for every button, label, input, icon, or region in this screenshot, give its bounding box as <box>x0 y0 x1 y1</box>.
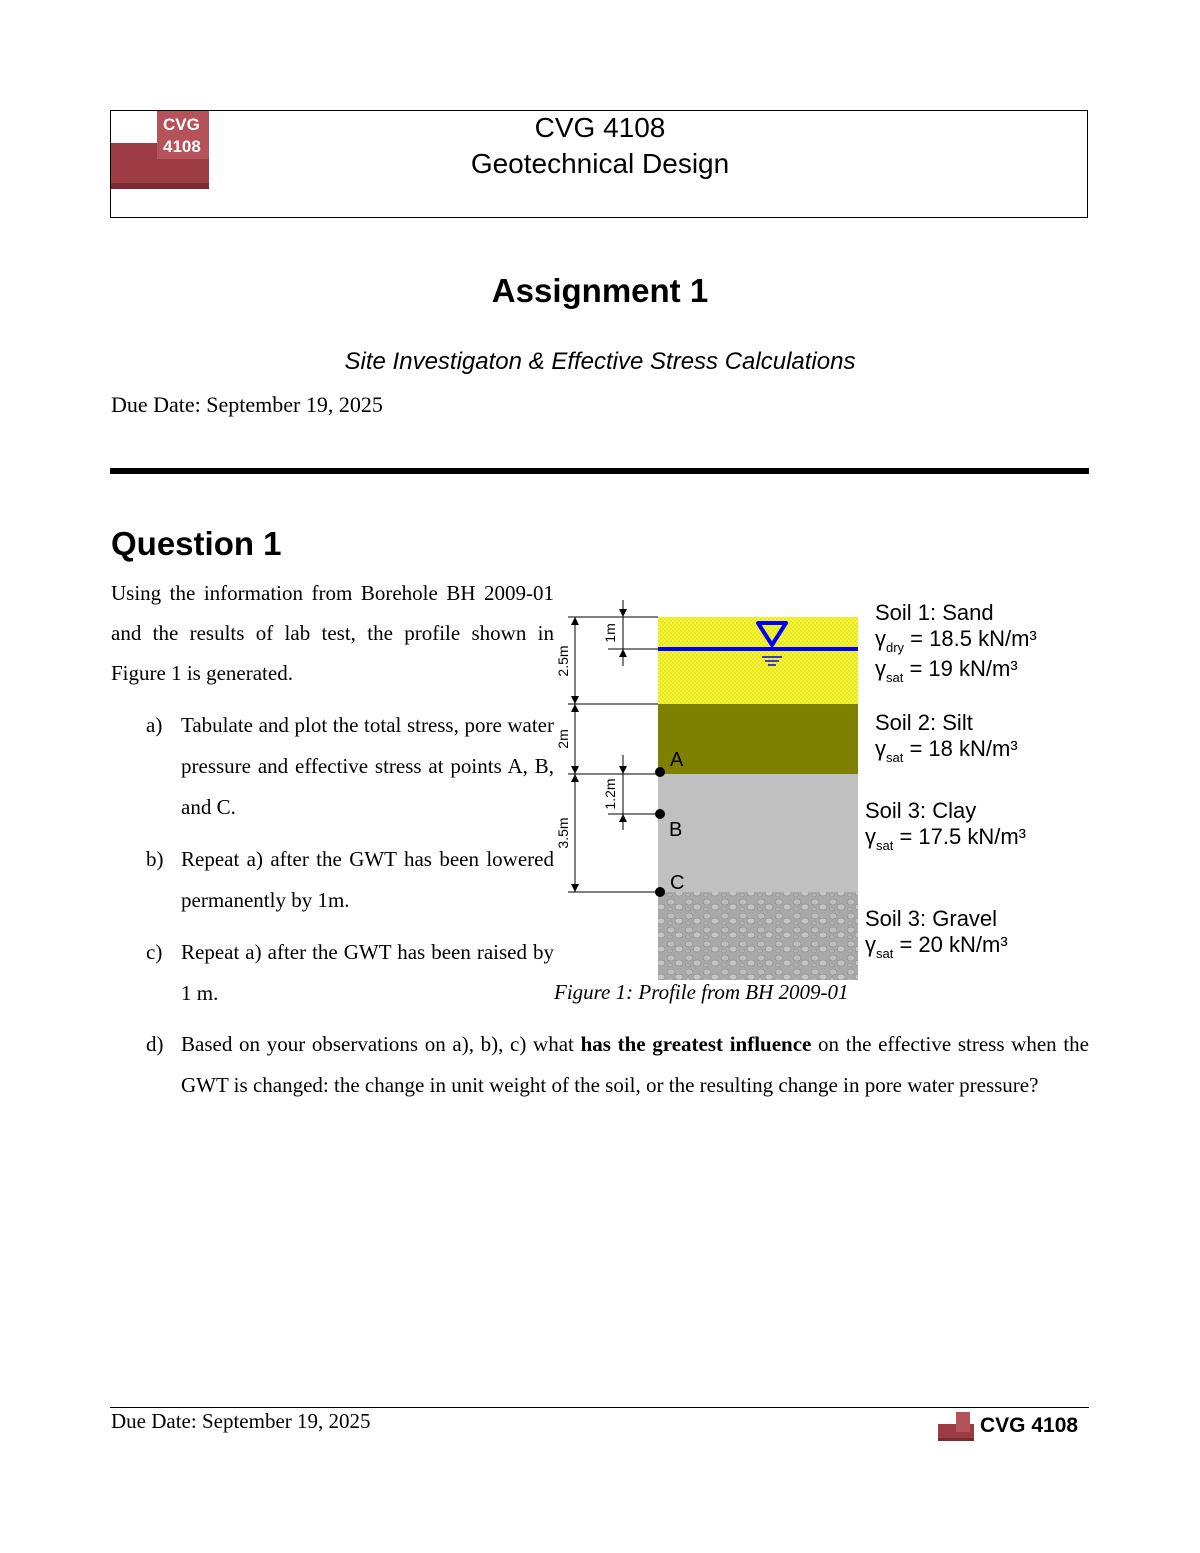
footer-divider <box>110 1407 1089 1408</box>
assignment-subtitle: Site Investigaton & Effective Stress Calculations <box>344 348 856 375</box>
item-text: Tabulate and plot the total stress, pore water pressure and effective stress at points A, B, and C. <box>181 713 554 819</box>
assignment-title: Assignment 1 <box>491 272 709 309</box>
item-text <box>181 1024 1089 1106</box>
clay-layer <box>658 774 858 892</box>
soil-2-sat-unit-weight: $\gamma_{sat} = 18$ kN/m³ <box>875 736 1018 765</box>
soil-1-sat-unit-weight: $\gamma_{sat} = 19$ kN/m³ <box>875 656 1018 685</box>
question-item-d <box>146 1024 1089 1106</box>
point-a-label: A <box>670 749 684 771</box>
soil-1-name: Soil 1: Sand <box>875 600 994 625</box>
item-text: Repeat a) after the GWT has been lowered permanently by 1m. <box>181 847 554 912</box>
question-heading: Question 1 <box>111 525 282 562</box>
point-b-marker <box>655 809 665 819</box>
item-marker: a) <box>146 713 163 737</box>
svg-text:1m: 1m <box>602 623 618 643</box>
soil-4-sat-unit-weight: $\gamma_{sat} = 20$ kN/m³ <box>865 932 1008 961</box>
soil-4-name: Soil 3: Gravel <box>865 906 998 931</box>
svg-text:2.5m: 2.5m <box>555 645 571 677</box>
soil-3-sat-unit-weight: $\gamma_{sat} = 17.5$ kN/m³ <box>865 824 1026 853</box>
question-item-c <box>146 932 554 1014</box>
course-name: Geotechnical Design <box>470 148 730 179</box>
point-b-label: B <box>669 819 683 841</box>
item-text-start: Based on your observations on a), b), c) what <box>181 1032 581 1056</box>
soil-profile-figure <box>540 590 1070 985</box>
svg-text:CVG: CVG <box>163 115 200 134</box>
figure-caption: Figure 1: Profile from BH 2009-01 <box>554 980 849 1004</box>
item-text-emphasis: has the greatest influence <box>580 1032 812 1056</box>
footer-due-date: Due Date: September 19, 2025 <box>111 1409 371 1433</box>
footer-course-code: CVG 4108 <box>980 1414 1079 1437</box>
point-c-label: C <box>670 872 685 894</box>
gravel-layer <box>658 892 858 980</box>
sand-layer <box>658 617 858 704</box>
item-marker: c) <box>146 940 163 964</box>
footer-logo <box>938 1410 974 1442</box>
svg-text:1.2m: 1.2m <box>602 778 618 810</box>
item-text: Repeat a) after the GWT has been raised by 1 m. <box>181 940 554 1005</box>
item-marker: b) <box>146 847 164 871</box>
due-date: Due Date: September 19, 2025 <box>111 392 383 417</box>
soil-1-dry-unit-weight: $\gamma_{dry} = 18.5$ kN/m³ <box>875 626 1037 655</box>
soil-2-name: Soil 2: Silt <box>875 710 973 735</box>
item-marker: d) <box>146 1032 164 1056</box>
point-c-marker <box>655 887 665 897</box>
question-intro: Using the information from Borehole BH 2009-01 and the results of lab test, the profile shown in Figure 1 is generated. <box>111 581 554 685</box>
question-item-b <box>146 839 554 921</box>
question-item-a <box>146 705 554 828</box>
item-text-end: on the effective stress when the GWT is changed: the change in unit weight of the soil, or the resulting change in pore water pressure? <box>181 1032 1090 1097</box>
section-divider <box>110 468 1089 474</box>
soil-3-name: Soil 3: Clay <box>865 798 977 823</box>
svg-text:2m: 2m <box>555 729 571 749</box>
course-code: CVG 4108 <box>534 112 666 143</box>
point-a-marker <box>655 767 665 777</box>
silt-layer <box>658 704 858 774</box>
svg-text:3.5m: 3.5m <box>555 817 571 849</box>
svg-text:4108: 4108 <box>163 137 201 156</box>
